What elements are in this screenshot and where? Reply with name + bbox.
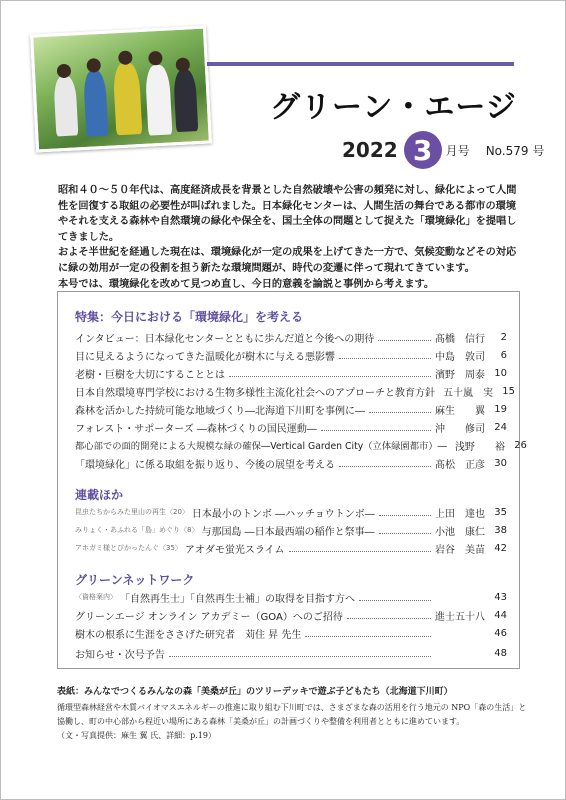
- toc-title: 老樹・巨樹を大切にすることとは: [75, 369, 225, 381]
- toc-author: 上田 達也: [435, 508, 485, 520]
- toc-title: お知らせ・次号予告: [75, 649, 165, 661]
- toc-author: 五十嵐 実: [443, 387, 493, 399]
- toc-page: 44: [494, 609, 507, 621]
- toc-page: 6: [500, 349, 507, 361]
- toc-prefix: アホガミ様とぴかったんぐ〈35〉: [75, 544, 182, 552]
- toc-entry[interactable]: [75, 456, 507, 470]
- leader-dots: [289, 545, 431, 552]
- leader-dots: [359, 594, 431, 601]
- leader-dots: [229, 370, 431, 377]
- toc-title: 日本自然環境専門学校における生物多様性主流化社会へのアプローチと教育方針: [75, 387, 435, 399]
- toc-page: 42: [494, 542, 507, 554]
- toc-page: 35: [494, 506, 507, 518]
- cover-caption: [57, 685, 527, 743]
- toc-entry[interactable]: [75, 438, 527, 453]
- toc-entry[interactable]: [75, 366, 507, 380]
- leader-dots: [379, 527, 431, 534]
- toc-title: 「環境緑化」に係る取組を振り返り、今後の展望を考える: [75, 459, 335, 471]
- toc-author: 中島 敦司: [435, 351, 485, 363]
- toc-prefix: 昆虫たちからみた里山の再生〈20〉: [75, 508, 189, 516]
- toc-page: 43: [494, 591, 507, 603]
- toc-page: 46: [494, 627, 507, 639]
- toc-author: 浅野 裕: [454, 441, 505, 453]
- toc-entry[interactable]: [75, 626, 507, 640]
- issue-info: [342, 130, 544, 170]
- toc-entry[interactable]: [75, 541, 507, 555]
- toc-page: 10: [494, 367, 507, 379]
- toc-entry[interactable]: [75, 646, 507, 660]
- toc-title: 樹木の根系に生涯をささげた研究者 苅住 昇 先生: [75, 629, 302, 641]
- toc-title: アオダモ蛍光スライム: [184, 544, 285, 556]
- toc-page: 30: [494, 457, 507, 469]
- feature-heading: 特集：今日における「環境緑化」を考える: [75, 310, 304, 324]
- table-of-contents: [57, 291, 527, 669]
- toc-author: 髙橋 信行: [435, 333, 485, 345]
- intro-paragraph: 昭和４０～５０年代は、高度経済成長を背景とした自然破壊や公害の頻発に対し、緑化によって人間性を回復する取組の必要性が叫ばれました。日本緑化センターは、人間生活の舞台である都市の環境やそれを支える森林や自然環境の緑化や保全を、国土全体の問題として捉えた「環境緑化」を提唱してきました。: [58, 185, 517, 243]
- toc-title: 日本最小のトンボ ―ハッチョウトンボ―: [191, 508, 375, 520]
- intro-paragraph: 本号では、環境緑化を改めて見つめ直し、今日的意義を論説と事例から考えます。: [58, 278, 435, 290]
- toc-author: 小池 康仁: [435, 526, 485, 538]
- caption-heading: 表紙：みんなでつくるみんなの森「美桑が丘」のツリーデッキで遊ぶ子どもたち（北海道下川町）: [57, 687, 453, 697]
- cover-photo: [30, 25, 212, 152]
- toc-page: 24: [494, 421, 507, 433]
- toc-title: フォレスト・サポーターズ ―森林づくりの国民運動―: [75, 423, 317, 435]
- intro-paragraph: およそ半世紀を経過した現在は、環境緑化が一定の成果を上げてきた一方で、気候変動などその対応に緑の効用が一定の役割を担う新たな環境問題が、時代の変遷に伴って現れてきています。: [58, 247, 517, 274]
- toc-author: 進士五十八: [435, 611, 485, 623]
- leader-dots: [347, 612, 431, 619]
- toc-title: 都心部での面的開発による大規模な緑の確保―Vertical Garden City（立体緑園都市）―: [75, 441, 447, 452]
- intro-text: [58, 183, 524, 292]
- toc-entry[interactable]: [75, 505, 507, 519]
- toc-page: 38: [494, 524, 507, 536]
- toc-author: 濱野 周泰: [435, 369, 485, 381]
- toc-author: 沖 修司: [435, 423, 485, 435]
- toc-title: 森林を活かした持続可能な地域づくり―北海道下川町を事例に―: [75, 405, 365, 417]
- leader-dots: [169, 650, 431, 657]
- leader-dots: [305, 630, 431, 637]
- leader-dots: [339, 460, 431, 467]
- toc-entry[interactable]: [75, 590, 507, 604]
- issue-month-badge: 3: [404, 131, 442, 169]
- toc-author: 岩谷 美苗: [435, 544, 485, 556]
- caption-text: 循環型森林経営や木質バイオマスエネルギーの推進に取り組む下川町では、さまざまな森の活用を行う地元の NPO「森の生活」と協働し、町の中心部から程近い場所にある森林「美桑が丘」の計画づくりや整備を利用者とともに進めています。: [57, 703, 527, 726]
- toc-page: 19: [494, 403, 507, 415]
- toc-entry[interactable]: [75, 402, 507, 416]
- toc-title: 与那国島 ―日本最西端の稲作と祭事―: [201, 526, 375, 538]
- toc-title: インタビュー：日本緑化センターとともに歩んだ道と今後への期待: [75, 333, 375, 345]
- leader-dots: [379, 509, 431, 516]
- toc-author: 髙松 正彦: [435, 459, 485, 471]
- magazine-title: グリーン・エージ: [270, 90, 517, 125]
- issue-year: 2022: [342, 138, 398, 162]
- leader-dots: [369, 406, 431, 413]
- title-rule: [207, 62, 514, 66]
- toc-entry[interactable]: [75, 384, 515, 399]
- toc-entry[interactable]: [75, 330, 507, 344]
- toc-prefix: みりょく・あふれる「島」めぐり〈8〉: [75, 526, 199, 534]
- serial-heading: 連載ほか: [75, 488, 124, 502]
- toc-entry[interactable]: [75, 608, 507, 622]
- caption-credit: （文・写真提供：麻生 翼 氏、詳細：p.19）: [57, 731, 216, 740]
- toc-entry[interactable]: [75, 348, 507, 362]
- toc-author: 麻生 翼: [435, 405, 485, 417]
- caption-body: [57, 701, 527, 743]
- toc-page: 15: [502, 385, 515, 397]
- toc-entry[interactable]: [75, 523, 507, 537]
- issue-month-unit: 月号: [445, 143, 470, 158]
- toc-title: グリーンエージ オンライン アカデミー（GOA）へのご招待: [75, 611, 343, 623]
- toc-entry[interactable]: [75, 420, 507, 434]
- toc-title: 「自然再生士」「自然再生士補」の取得を目指す方へ: [120, 593, 355, 605]
- leader-dots: [339, 352, 431, 359]
- toc-page: 26: [514, 439, 527, 451]
- toc-title: 目に見えるようになってきた温暖化が樹木に与える悪影響: [75, 351, 335, 363]
- issue-number: No.579 号: [485, 143, 545, 158]
- network-heading: グリーンネットワーク: [75, 573, 195, 587]
- toc-page: 2: [500, 331, 507, 343]
- leader-dots: [378, 334, 431, 341]
- toc-page: 48: [494, 647, 507, 659]
- leader-dots: [321, 424, 431, 431]
- toc-prefix: 〈資格案内〉: [75, 593, 117, 601]
